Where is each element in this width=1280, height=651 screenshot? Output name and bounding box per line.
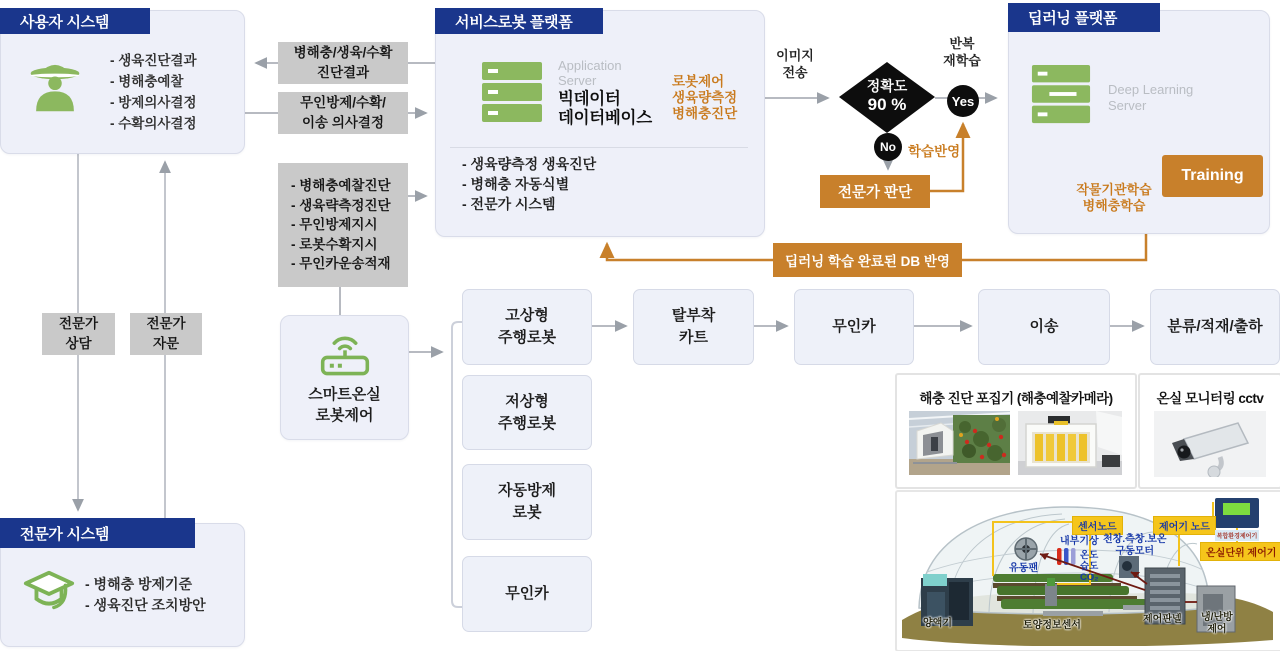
node-auto-control-robot — [462, 464, 592, 540]
no-node — [874, 133, 902, 161]
smart-greenhouse-label — [281, 384, 408, 426]
label-line: 이송 의사결정 — [302, 115, 384, 130]
label-line: 학습반영 — [908, 144, 961, 159]
expert-system-title: 전문가 시스템 — [20, 525, 110, 543]
expert-advice-label — [130, 313, 202, 355]
repeat-learning-label — [930, 36, 994, 70]
label-line: 자동방제 — [498, 482, 556, 500]
label-line: 병해충진단 — [672, 106, 738, 121]
co2-label: CO₂ — [1080, 572, 1099, 583]
label-line: 생육량측정 — [672, 90, 738, 105]
deep-learning-header — [1008, 3, 1160, 32]
bigdata-db-label — [558, 90, 652, 128]
label-line: 전문가 — [146, 316, 186, 332]
nutrient-label: 양액기 — [923, 618, 952, 629]
platform-list — [462, 154, 596, 214]
label-line: 반복 — [949, 36, 975, 51]
control-panel-label: 제어판넬 — [1143, 614, 1182, 625]
label-line: 상담 — [65, 336, 92, 351]
label-line: 무인방제/수확/ — [300, 95, 386, 111]
yes-label: Yes — [951, 93, 975, 109]
link-instructions — [278, 163, 408, 287]
sensor-node-label: 센서노드 — [1072, 516, 1123, 535]
node-sort-load-ship — [1150, 289, 1280, 365]
node-unmanned-car-2 — [462, 556, 592, 632]
list-item: - 생육량측정 생육진단 — [462, 156, 597, 172]
node-detachable-cart — [633, 289, 754, 365]
label-line: 로봇 — [512, 504, 542, 521]
list-item: - 방제의사결정 — [110, 95, 197, 110]
label-line: 재학습 — [943, 52, 981, 68]
list-item: - 생육진단 조치방안 — [85, 597, 206, 613]
robot-bracket — [452, 322, 462, 607]
label-line: 90 % — [867, 95, 907, 115]
image-transfer-label — [768, 48, 822, 82]
learning-label — [1068, 182, 1160, 214]
controller-node-label: 제어기 노드 — [1153, 516, 1216, 535]
deep-learning-title: 딥러닝 플랫폼 — [1028, 10, 1118, 27]
cctv-camera-image — [1154, 411, 1266, 477]
label-line: 진단결과 — [316, 65, 370, 80]
label-line: - 무인카운송적재 — [291, 256, 391, 272]
label-line: Server — [1108, 98, 1147, 113]
smart-greenhouse-panel — [280, 315, 409, 440]
label-line: 데이터베이스 — [558, 109, 652, 127]
label-line: 전송 — [782, 64, 808, 80]
unit-controller-label: 온실단위 제어기 — [1200, 542, 1280, 561]
label-line: - 로봇수확지시 — [291, 236, 378, 252]
user-system-list — [110, 50, 197, 134]
expert-judgement-box — [820, 175, 930, 208]
pest-trap-title: 해충 진단 포집기 (해충예찰카메라) — [919, 391, 1113, 406]
cctv-panel — [1138, 373, 1280, 489]
label-line: 스마트온실 — [308, 386, 381, 403]
expert-consult-label — [42, 313, 115, 355]
accuracy-diamond-text — [839, 64, 935, 130]
pest-trap-photo-2 — [1018, 411, 1122, 475]
label-line: Deep Learning — [1108, 82, 1194, 97]
device-label: 복합환경제어기 — [1215, 530, 1259, 541]
label-line: 로봇제어 — [315, 407, 374, 424]
label-line: - 무인방제지시 — [291, 217, 378, 233]
label-line: 무인카 — [505, 585, 549, 603]
node-transport — [978, 289, 1110, 365]
label-line: 천창.측창.보온 — [1103, 534, 1167, 545]
list-item: - 전문가 시스템 — [462, 196, 556, 212]
training-box — [1162, 155, 1263, 197]
node-high-rail-robot — [462, 289, 592, 365]
label-line: 분류/적재/출하 — [1167, 318, 1263, 336]
no-label: No — [880, 140, 896, 154]
service-platform-header — [435, 8, 603, 34]
expert-system-list — [85, 574, 206, 616]
pest-trap-panel — [895, 373, 1137, 489]
label-line: 냉/난방 — [1201, 612, 1233, 623]
label-line: - 병해충예찰진단 — [291, 178, 391, 194]
user-system-header — [0, 8, 150, 34]
platform-functions — [672, 74, 737, 122]
node-unmanned-car — [794, 289, 914, 365]
list-item: - 병해충 자동식별 — [462, 176, 570, 192]
expert-judgement-label: 전문가 판단 — [837, 185, 913, 201]
label-line: 정확도 — [866, 78, 908, 95]
label-line: 작물기관학습 — [1076, 182, 1152, 197]
link-diagnosis-result — [278, 42, 408, 84]
user-system-title: 사용자 시스템 — [20, 13, 110, 31]
list-item: - 수확의사결정 — [110, 116, 197, 131]
label-line: 고상형 — [505, 307, 549, 325]
list-item: - 병해충 방제기준 — [85, 576, 193, 592]
deep-learning-server-label — [1108, 82, 1193, 114]
label-line: 무인카 — [832, 318, 876, 336]
list-item: - 생육진단결과 — [110, 53, 197, 68]
apply-learning-label — [908, 140, 960, 160]
fan-label: 유동팬 — [1009, 563, 1038, 574]
label-line: 이미지 — [776, 48, 814, 63]
link-decision — [278, 92, 408, 134]
application-server-label — [558, 58, 622, 88]
db-reflection-label: 딥러닝 학습 완료된 DB 반영 — [785, 254, 950, 269]
node-low-rail-robot — [462, 375, 592, 450]
deep-learning-server-icon — [1030, 62, 1092, 126]
label-line: 전문가 — [58, 316, 99, 332]
greenhouse-panel — [895, 490, 1280, 651]
pest-trap-photo-1 — [909, 411, 1010, 475]
label-line: 빅데이터 — [558, 90, 621, 108]
label-line: 제어 — [1207, 624, 1227, 635]
soil-sensor-label: 토양정보센서 — [1023, 620, 1081, 631]
label-line: 로봇제어 — [672, 74, 725, 89]
label-line: 주행로봇 — [498, 414, 556, 432]
hvac-label — [1201, 612, 1233, 636]
label-line: 카트 — [679, 329, 708, 346]
label-line: 병해충학습 — [1082, 198, 1146, 213]
training-label: Training — [1181, 167, 1244, 184]
label-line: 탈부착 — [671, 307, 716, 325]
list-item: - 병해충예찰 — [110, 74, 184, 89]
label-line: 구동모터 — [1115, 546, 1155, 557]
motor-label — [1103, 534, 1167, 558]
label-line: Application — [558, 58, 622, 73]
graduation-cap-icon — [22, 568, 76, 618]
label-line: 주행로봇 — [498, 329, 556, 346]
platform-divider — [450, 147, 748, 148]
label-line: 저상형 — [505, 392, 549, 410]
label-line: - 생육략측정진단 — [291, 197, 391, 213]
yes-node — [947, 85, 979, 117]
cctv-title: 온실 모니터링 cctv — [1156, 391, 1264, 406]
db-reflection-box — [773, 243, 962, 277]
humidity-label: 습도 — [1080, 561, 1099, 572]
label-line: Server — [558, 73, 597, 88]
label-line: 자문 — [152, 336, 180, 351]
indoor-weather-label: 내부기상 — [1060, 536, 1099, 547]
expert-system-header — [0, 518, 195, 548]
label-line: 병해충/생육/수확 — [293, 45, 393, 61]
label-line: 이송 — [1029, 318, 1059, 336]
application-server-icon — [480, 60, 544, 124]
farmer-icon — [28, 58, 82, 114]
router-icon — [316, 328, 374, 378]
temp-label: 온도 — [1080, 550, 1099, 561]
service-platform-title: 서비스로봇 플랫폼 — [455, 13, 573, 31]
